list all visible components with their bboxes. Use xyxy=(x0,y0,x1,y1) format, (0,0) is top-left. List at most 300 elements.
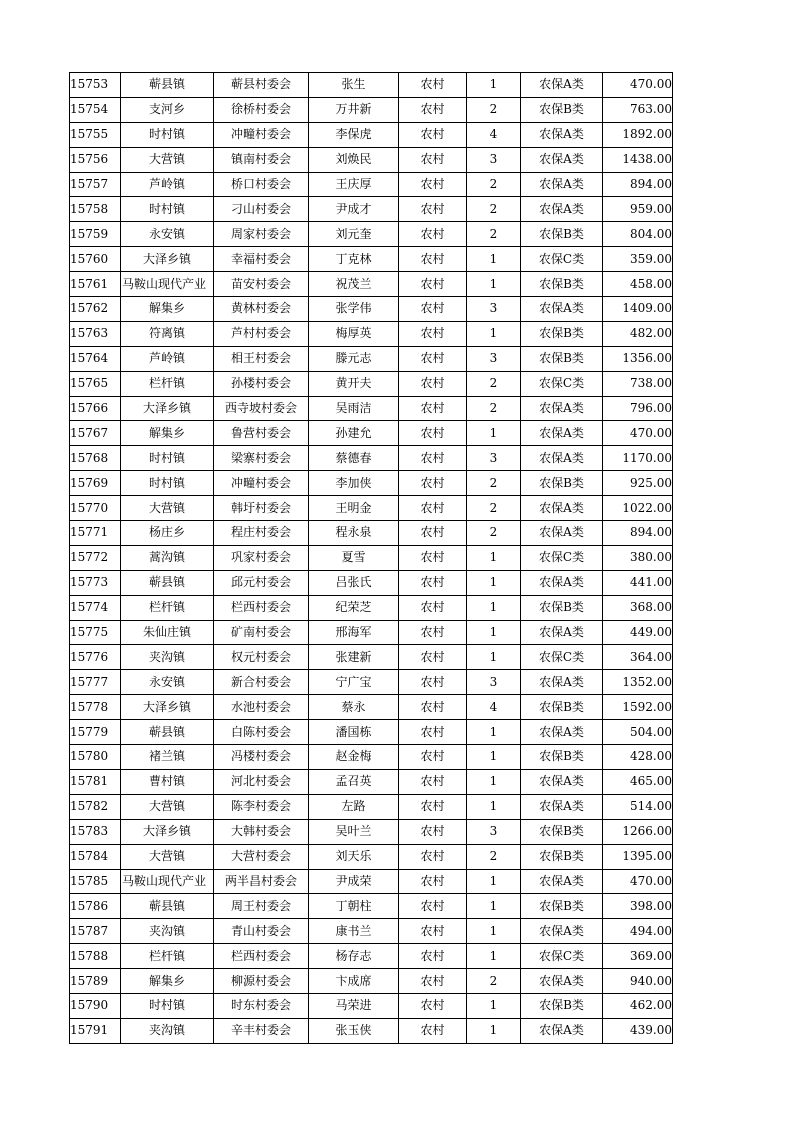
row-id-cell: 15761 xyxy=(70,272,121,297)
row-id-cell: 15775 xyxy=(70,620,121,645)
village-cell: 两半昌村委会 xyxy=(214,869,309,894)
name-cell: 刘天乐 xyxy=(309,844,399,869)
town-cell: 时村镇 xyxy=(121,446,214,471)
amount-cell: 441.00 xyxy=(603,570,673,595)
table-row xyxy=(70,247,673,272)
table-row xyxy=(70,769,673,794)
area-type-cell: 农村 xyxy=(399,122,467,147)
area-type-cell: 农村 xyxy=(399,172,467,197)
count-cell: 1 xyxy=(467,869,521,894)
town-cell: 栏杆镇 xyxy=(121,944,214,969)
amount-cell: 959.00 xyxy=(603,197,673,222)
village-cell: 栏西村委会 xyxy=(214,944,309,969)
village-cell: 辛丰村委会 xyxy=(214,1018,309,1043)
area-type-cell: 农村 xyxy=(399,570,467,595)
area-type-cell: 农村 xyxy=(399,247,467,272)
village-cell: 权元村委会 xyxy=(214,645,309,670)
row-id-cell: 15766 xyxy=(70,396,121,421)
village-cell: 巩家村委会 xyxy=(214,545,309,570)
amount-cell: 894.00 xyxy=(603,521,673,546)
name-cell: 尹成荣 xyxy=(309,869,399,894)
area-type-cell: 农村 xyxy=(399,969,467,994)
row-id-cell: 15783 xyxy=(70,819,121,844)
count-cell: 2 xyxy=(467,97,521,122)
amount-cell: 504.00 xyxy=(603,720,673,745)
table-row xyxy=(70,819,673,844)
name-cell: 张玉侠 xyxy=(309,1018,399,1043)
name-cell: 丁克林 xyxy=(309,247,399,272)
name-cell: 刘焕民 xyxy=(309,147,399,172)
name-cell: 吴叶兰 xyxy=(309,819,399,844)
area-type-cell: 农村 xyxy=(399,545,467,570)
name-cell: 左路 xyxy=(309,794,399,819)
category-cell: 农保A类 xyxy=(521,122,603,147)
amount-cell: 1592.00 xyxy=(603,695,673,720)
village-cell: 孙楼村委会 xyxy=(214,371,309,396)
town-cell: 夹沟镇 xyxy=(121,1018,214,1043)
name-cell: 马荣进 xyxy=(309,993,399,1018)
town-cell: 大泽乡镇 xyxy=(121,695,214,720)
count-cell: 3 xyxy=(467,147,521,172)
town-cell: 大营镇 xyxy=(121,844,214,869)
row-id-cell: 15754 xyxy=(70,97,121,122)
table-row xyxy=(70,844,673,869)
count-cell: 1 xyxy=(467,919,521,944)
category-cell: 农保A类 xyxy=(521,172,603,197)
amount-cell: 449.00 xyxy=(603,620,673,645)
count-cell: 1 xyxy=(467,794,521,819)
village-cell: 相王村委会 xyxy=(214,346,309,371)
count-cell: 2 xyxy=(467,222,521,247)
name-cell: 宁广宝 xyxy=(309,670,399,695)
amount-cell: 1409.00 xyxy=(603,297,673,322)
name-cell: 赵金梅 xyxy=(309,745,399,770)
count-cell: 1 xyxy=(467,73,521,98)
town-cell: 夹沟镇 xyxy=(121,645,214,670)
amount-cell: 738.00 xyxy=(603,371,673,396)
area-type-cell: 农村 xyxy=(399,197,467,222)
row-id-cell: 15773 xyxy=(70,570,121,595)
village-cell: 河北村委会 xyxy=(214,769,309,794)
area-type-cell: 农村 xyxy=(399,396,467,421)
category-cell: 农保B类 xyxy=(521,346,603,371)
amount-cell: 380.00 xyxy=(603,545,673,570)
village-cell: 冯楼村委会 xyxy=(214,745,309,770)
town-cell: 曹村镇 xyxy=(121,769,214,794)
area-type-cell: 农村 xyxy=(399,471,467,496)
row-id-cell: 15756 xyxy=(70,147,121,172)
count-cell: 1 xyxy=(467,247,521,272)
village-cell: 水池村委会 xyxy=(214,695,309,720)
town-cell: 蕲县镇 xyxy=(121,73,214,98)
category-cell: 农保A类 xyxy=(521,670,603,695)
category-cell: 农保A类 xyxy=(521,969,603,994)
area-type-cell: 农村 xyxy=(399,720,467,745)
amount-cell: 514.00 xyxy=(603,794,673,819)
amount-cell: 1356.00 xyxy=(603,346,673,371)
row-id-cell: 15760 xyxy=(70,247,121,272)
row-id-cell: 15755 xyxy=(70,122,121,147)
town-cell: 芦岭镇 xyxy=(121,346,214,371)
category-cell: 农保B类 xyxy=(521,844,603,869)
village-cell: 黄林村委会 xyxy=(214,297,309,322)
count-cell: 4 xyxy=(467,122,521,147)
row-id-cell: 15789 xyxy=(70,969,121,994)
count-cell: 1 xyxy=(467,769,521,794)
table-row xyxy=(70,471,673,496)
category-cell: 农保C类 xyxy=(521,645,603,670)
count-cell: 1 xyxy=(467,595,521,620)
area-type-cell: 农村 xyxy=(399,346,467,371)
amount-cell: 470.00 xyxy=(603,869,673,894)
village-cell: 梁寨村委会 xyxy=(214,446,309,471)
name-cell: 万井新 xyxy=(309,97,399,122)
name-cell: 张建新 xyxy=(309,645,399,670)
category-cell: 农保B类 xyxy=(521,595,603,620)
category-cell: 农保A类 xyxy=(521,396,603,421)
amount-cell: 796.00 xyxy=(603,396,673,421)
town-cell: 支河乡 xyxy=(121,97,214,122)
town-cell: 时村镇 xyxy=(121,993,214,1018)
category-cell: 农保A类 xyxy=(521,147,603,172)
count-cell: 2 xyxy=(467,521,521,546)
amount-cell: 1170.00 xyxy=(603,446,673,471)
area-type-cell: 农村 xyxy=(399,745,467,770)
area-type-cell: 农村 xyxy=(399,993,467,1018)
town-cell: 蒿沟镇 xyxy=(121,545,214,570)
town-cell: 夹沟镇 xyxy=(121,919,214,944)
town-cell: 大泽乡镇 xyxy=(121,396,214,421)
village-cell: 白陈村委会 xyxy=(214,720,309,745)
count-cell: 2 xyxy=(467,471,521,496)
name-cell: 孟召英 xyxy=(309,769,399,794)
village-cell: 青山村委会 xyxy=(214,919,309,944)
village-cell: 蕲县村委会 xyxy=(214,73,309,98)
row-id-cell: 15753 xyxy=(70,73,121,98)
town-cell: 大营镇 xyxy=(121,147,214,172)
town-cell: 解集乡 xyxy=(121,421,214,446)
amount-cell: 458.00 xyxy=(603,272,673,297)
table-row xyxy=(70,197,673,222)
table-row xyxy=(70,272,673,297)
table-row xyxy=(70,172,673,197)
name-cell: 黄开夫 xyxy=(309,371,399,396)
area-type-cell: 农村 xyxy=(399,919,467,944)
table-row xyxy=(70,595,673,620)
row-id-cell: 15764 xyxy=(70,346,121,371)
count-cell: 1 xyxy=(467,894,521,919)
count-cell: 2 xyxy=(467,197,521,222)
name-cell: 吕张氏 xyxy=(309,570,399,595)
count-cell: 1 xyxy=(467,620,521,645)
row-id-cell: 15780 xyxy=(70,745,121,770)
category-cell: 农保C类 xyxy=(521,545,603,570)
count-cell: 3 xyxy=(467,346,521,371)
category-cell: 农保B类 xyxy=(521,321,603,346)
amount-cell: 1022.00 xyxy=(603,496,673,521)
area-type-cell: 农村 xyxy=(399,894,467,919)
table-row xyxy=(70,969,673,994)
row-id-cell: 15767 xyxy=(70,421,121,446)
village-cell: 西寺坡村委会 xyxy=(214,396,309,421)
area-type-cell: 农村 xyxy=(399,496,467,521)
category-cell: 农保A类 xyxy=(521,73,603,98)
count-cell: 2 xyxy=(467,496,521,521)
name-cell: 蔡永 xyxy=(309,695,399,720)
row-id-cell: 15788 xyxy=(70,944,121,969)
table-row xyxy=(70,570,673,595)
area-type-cell: 农村 xyxy=(399,421,467,446)
table-row xyxy=(70,371,673,396)
category-cell: 农保A类 xyxy=(521,1018,603,1043)
category-cell: 农保B类 xyxy=(521,695,603,720)
row-id-cell: 15790 xyxy=(70,993,121,1018)
area-type-cell: 农村 xyxy=(399,645,467,670)
name-cell: 杨存志 xyxy=(309,944,399,969)
village-cell: 韩圩村委会 xyxy=(214,496,309,521)
table-row xyxy=(70,745,673,770)
row-id-cell: 15779 xyxy=(70,720,121,745)
row-id-cell: 15759 xyxy=(70,222,121,247)
category-cell: 农保A类 xyxy=(521,197,603,222)
town-cell: 时村镇 xyxy=(121,122,214,147)
row-id-cell: 15787 xyxy=(70,919,121,944)
table-row xyxy=(70,297,673,322)
town-cell: 大泽乡镇 xyxy=(121,247,214,272)
town-cell: 大泽乡镇 xyxy=(121,819,214,844)
amount-cell: 368.00 xyxy=(603,595,673,620)
amount-cell: 428.00 xyxy=(603,745,673,770)
amount-cell: 940.00 xyxy=(603,969,673,994)
category-cell: 农保A类 xyxy=(521,421,603,446)
amount-cell: 494.00 xyxy=(603,919,673,944)
count-cell: 2 xyxy=(467,844,521,869)
category-cell: 农保C类 xyxy=(521,371,603,396)
amount-cell: 364.00 xyxy=(603,645,673,670)
count-cell: 1 xyxy=(467,545,521,570)
row-id-cell: 15784 xyxy=(70,844,121,869)
category-cell: 农保B类 xyxy=(521,97,603,122)
row-id-cell: 15772 xyxy=(70,545,121,570)
amount-cell: 925.00 xyxy=(603,471,673,496)
village-cell: 大营村委会 xyxy=(214,844,309,869)
amount-cell: 439.00 xyxy=(603,1018,673,1043)
town-cell: 时村镇 xyxy=(121,471,214,496)
town-cell: 解集乡 xyxy=(121,297,214,322)
table-row xyxy=(70,545,673,570)
area-type-cell: 农村 xyxy=(399,794,467,819)
name-cell: 孙建允 xyxy=(309,421,399,446)
row-id-cell: 15771 xyxy=(70,521,121,546)
village-cell: 刁山村委会 xyxy=(214,197,309,222)
category-cell: 农保A类 xyxy=(521,446,603,471)
amount-cell: 1438.00 xyxy=(603,147,673,172)
count-cell: 3 xyxy=(467,670,521,695)
name-cell: 李保虎 xyxy=(309,122,399,147)
row-id-cell: 15765 xyxy=(70,371,121,396)
table-row xyxy=(70,97,673,122)
area-type-cell: 农村 xyxy=(399,670,467,695)
amount-cell: 894.00 xyxy=(603,172,673,197)
town-cell: 褚兰镇 xyxy=(121,745,214,770)
name-cell: 王明金 xyxy=(309,496,399,521)
category-cell: 农保B类 xyxy=(521,894,603,919)
category-cell: 农保B类 xyxy=(521,993,603,1018)
town-cell: 永安镇 xyxy=(121,670,214,695)
town-cell: 永安镇 xyxy=(121,222,214,247)
category-cell: 农保A类 xyxy=(521,620,603,645)
name-cell: 程永泉 xyxy=(309,521,399,546)
category-cell: 农保A类 xyxy=(521,869,603,894)
count-cell: 1 xyxy=(467,272,521,297)
count-cell: 2 xyxy=(467,172,521,197)
count-cell: 2 xyxy=(467,371,521,396)
town-cell: 朱仙庄镇 xyxy=(121,620,214,645)
count-cell: 1 xyxy=(467,570,521,595)
count-cell: 3 xyxy=(467,446,521,471)
name-cell: 邢海军 xyxy=(309,620,399,645)
amount-cell: 1892.00 xyxy=(603,122,673,147)
village-cell: 周家村委会 xyxy=(214,222,309,247)
amount-cell: 359.00 xyxy=(603,247,673,272)
category-cell: 农保C类 xyxy=(521,247,603,272)
table-row xyxy=(70,919,673,944)
town-cell: 蕲县镇 xyxy=(121,570,214,595)
count-cell: 1 xyxy=(467,944,521,969)
category-cell: 农保B类 xyxy=(521,471,603,496)
area-type-cell: 农村 xyxy=(399,147,467,172)
table-row xyxy=(70,421,673,446)
village-cell: 邱元村委会 xyxy=(214,570,309,595)
category-cell: 农保A类 xyxy=(521,297,603,322)
count-cell: 4 xyxy=(467,695,521,720)
town-cell: 杨庄乡 xyxy=(121,521,214,546)
name-cell: 蔡德春 xyxy=(309,446,399,471)
amount-cell: 1352.00 xyxy=(603,670,673,695)
row-id-cell: 15777 xyxy=(70,670,121,695)
name-cell: 祝茂兰 xyxy=(309,272,399,297)
row-id-cell: 15785 xyxy=(70,869,121,894)
area-type-cell: 农村 xyxy=(399,272,467,297)
amount-cell: 763.00 xyxy=(603,97,673,122)
table-body xyxy=(70,73,673,1044)
town-cell: 马鞍山现代产业 xyxy=(121,869,214,894)
area-type-cell: 农村 xyxy=(399,521,467,546)
village-cell: 芦村村委会 xyxy=(214,321,309,346)
count-cell: 1 xyxy=(467,321,521,346)
table-row xyxy=(70,695,673,720)
town-cell: 解集乡 xyxy=(121,969,214,994)
table-row xyxy=(70,944,673,969)
area-type-cell: 农村 xyxy=(399,869,467,894)
table-row xyxy=(70,222,673,247)
area-type-cell: 农村 xyxy=(399,1018,467,1043)
village-cell: 鲁营村委会 xyxy=(214,421,309,446)
table-row xyxy=(70,147,673,172)
amount-cell: 462.00 xyxy=(603,993,673,1018)
category-cell: 农保C类 xyxy=(521,944,603,969)
amount-cell: 1395.00 xyxy=(603,844,673,869)
area-type-cell: 农村 xyxy=(399,819,467,844)
category-cell: 农保B类 xyxy=(521,745,603,770)
count-cell: 1 xyxy=(467,993,521,1018)
town-cell: 大营镇 xyxy=(121,496,214,521)
category-cell: 农保B类 xyxy=(521,222,603,247)
area-type-cell: 农村 xyxy=(399,446,467,471)
village-cell: 冲疃村委会 xyxy=(214,471,309,496)
name-cell: 夏雪 xyxy=(309,545,399,570)
town-cell: 芦岭镇 xyxy=(121,172,214,197)
area-type-cell: 农村 xyxy=(399,944,467,969)
category-cell: 农保A类 xyxy=(521,570,603,595)
category-cell: 农保A类 xyxy=(521,720,603,745)
town-cell: 蕲县镇 xyxy=(121,894,214,919)
row-id-cell: 15758 xyxy=(70,197,121,222)
name-cell: 丁朝柱 xyxy=(309,894,399,919)
row-id-cell: 15769 xyxy=(70,471,121,496)
table-row xyxy=(70,894,673,919)
table-row xyxy=(70,446,673,471)
table-row xyxy=(70,321,673,346)
count-cell: 1 xyxy=(467,1018,521,1043)
table-row xyxy=(70,869,673,894)
town-cell: 栏杆镇 xyxy=(121,371,214,396)
row-id-cell: 15791 xyxy=(70,1018,121,1043)
table-row xyxy=(70,670,673,695)
table-row xyxy=(70,73,673,98)
table-row xyxy=(70,346,673,371)
village-cell: 桥口村委会 xyxy=(214,172,309,197)
count-cell: 1 xyxy=(467,745,521,770)
count-cell: 2 xyxy=(467,969,521,994)
name-cell: 卞成席 xyxy=(309,969,399,994)
count-cell: 1 xyxy=(467,645,521,670)
name-cell: 尹成才 xyxy=(309,197,399,222)
table-row xyxy=(70,645,673,670)
name-cell: 张学伟 xyxy=(309,297,399,322)
row-id-cell: 15781 xyxy=(70,769,121,794)
area-type-cell: 农村 xyxy=(399,769,467,794)
amount-cell: 465.00 xyxy=(603,769,673,794)
amount-cell: 369.00 xyxy=(603,944,673,969)
row-id-cell: 15778 xyxy=(70,695,121,720)
village-cell: 程庄村委会 xyxy=(214,521,309,546)
name-cell: 王庆厚 xyxy=(309,172,399,197)
row-id-cell: 15762 xyxy=(70,297,121,322)
village-cell: 苗安村委会 xyxy=(214,272,309,297)
name-cell: 滕元志 xyxy=(309,346,399,371)
village-cell: 冲疃村委会 xyxy=(214,122,309,147)
table-row xyxy=(70,496,673,521)
area-type-cell: 农村 xyxy=(399,222,467,247)
category-cell: 农保A类 xyxy=(521,496,603,521)
category-cell: 农保B类 xyxy=(521,819,603,844)
category-cell: 农保A类 xyxy=(521,769,603,794)
town-cell: 蕲县镇 xyxy=(121,720,214,745)
count-cell: 3 xyxy=(467,819,521,844)
village-cell: 大韩村委会 xyxy=(214,819,309,844)
count-cell: 1 xyxy=(467,421,521,446)
row-id-cell: 15774 xyxy=(70,595,121,620)
village-cell: 周王村委会 xyxy=(214,894,309,919)
village-cell: 栏西村委会 xyxy=(214,595,309,620)
category-cell: 农保A类 xyxy=(521,919,603,944)
category-cell: 农保A类 xyxy=(521,794,603,819)
town-cell: 符离镇 xyxy=(121,321,214,346)
amount-cell: 470.00 xyxy=(603,421,673,446)
town-cell: 栏杆镇 xyxy=(121,595,214,620)
amount-cell: 804.00 xyxy=(603,222,673,247)
